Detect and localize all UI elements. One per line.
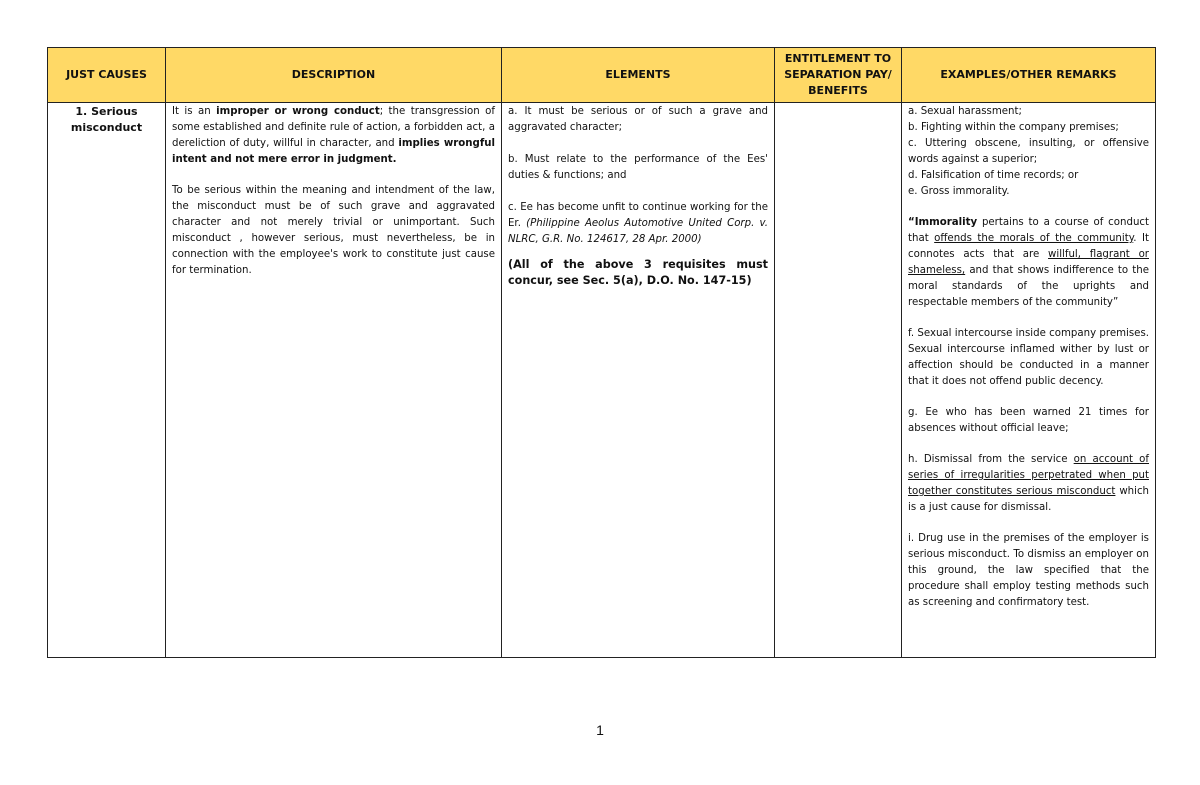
immorality-term: Immorality xyxy=(914,217,978,228)
element-c xyxy=(508,200,768,248)
cause-title-line2: misconduct xyxy=(70,121,143,134)
just-causes-table xyxy=(47,47,1156,658)
quote-mark: “ xyxy=(908,217,915,228)
elements-concur-note: (All of the above 3 requisites must concur, see Sec. 5(a), D.O. No. 147-15) xyxy=(508,258,768,287)
example-a: a. Sexual harassment; xyxy=(908,106,1022,117)
description-text: It is an xyxy=(172,106,217,117)
example-e: e. Gross immorality. xyxy=(908,186,1010,197)
description-bold-text: implies wrongful intent and not mere error in judgment. xyxy=(172,138,495,165)
table-row xyxy=(48,103,1156,658)
example-g: g. Ee who has been warned 21 times for absences without official leave; xyxy=(908,407,1149,434)
element-c-citation: (Philippine Aeolus Automotive United Corp. v. NLRC, G.R. No. 124617, 28 Apr. 2000) xyxy=(508,218,768,245)
immorality-underlined: offends the morals of the community xyxy=(934,233,1134,244)
element-b: b. Must relate to the performance of the Ees' duties & functions; and xyxy=(508,154,768,181)
description-paragraph-2: To be serious within the meaning and intendment of the law, the misconduct must be of such grave and aggravated character and not merely trivial or unimportant. Such misconduct , however serious, must nevertheless, be in connection with the employee's work to constitute just cause for termination. xyxy=(172,185,495,276)
example-h-text: which is a just cause for dismissal. xyxy=(908,486,1149,513)
example-c: c. Uttering obscene, insulting, or offensive words against a superior; xyxy=(908,138,1149,165)
example-d: d. Falsification of time records; or xyxy=(908,170,1079,181)
examples-cell xyxy=(902,103,1156,658)
example-b: b. Fighting within the company premises; xyxy=(908,122,1119,133)
entitlement-cell xyxy=(775,103,902,658)
immorality-definition xyxy=(908,215,1149,311)
description-paragraph-1 xyxy=(172,104,495,168)
element-c-text: c. Ee has become unfit to continue working for the Er. xyxy=(508,202,768,229)
header-entitlement xyxy=(775,48,902,103)
description-cell xyxy=(166,103,502,658)
example-f: f. Sexual intercourse inside company premises. Sexual intercourse inflamed wither by lust or affection should be conducted in a manner that it does not offend public decency. xyxy=(908,328,1149,387)
cause-cell xyxy=(48,103,166,658)
example-h xyxy=(908,452,1149,516)
header-description: DESCRIPTION xyxy=(166,48,502,103)
example-i: i. Drug use in the premises of the employer is serious misconduct. To dismiss an employer on this ground, the law specified that the procedure shall employ testing methods such as screening and confirmatory test. xyxy=(908,533,1149,608)
header-entitlement-line2: SEPARATION PAY/ xyxy=(784,68,892,81)
immorality-text: pertains to a course of conduct that xyxy=(908,217,1149,244)
example-h-text: h. Dismissal from the service xyxy=(908,454,1074,465)
header-examples: EXAMPLES/OTHER REMARKS xyxy=(902,48,1156,103)
page-number: 1 xyxy=(596,722,604,738)
description-text: ; the transgression of some established and definite rule of action, a forbidden act, a dereliction of duty, willful in character, and xyxy=(172,106,495,149)
description-bold-text: improper or wrong conduct xyxy=(216,106,380,117)
example-h-underlined: on account of series of irregularities perpetrated when put together constitutes serious misconduct xyxy=(908,454,1149,497)
cause-title-line1: 1. Serious xyxy=(75,105,138,118)
elements-cell xyxy=(502,103,775,658)
element-a: a. It must be serious or of such a grave and aggravated character; xyxy=(508,106,768,133)
header-just-causes: JUST CAUSES xyxy=(48,48,166,103)
immorality-text: . It connotes acts that are xyxy=(908,233,1149,260)
immorality-underlined: willful, flagrant or shameless, xyxy=(908,249,1149,276)
header-entitlement-line3: BENEFITS xyxy=(808,84,868,97)
header-entitlement-line1: ENTITLEMENT TO xyxy=(784,52,892,65)
immorality-text: and that shows indifference to the moral standards of the uprights and respectable members of the community” xyxy=(908,265,1149,308)
header-elements: ELEMENTS xyxy=(502,48,775,103)
table-header-row xyxy=(48,48,1156,103)
